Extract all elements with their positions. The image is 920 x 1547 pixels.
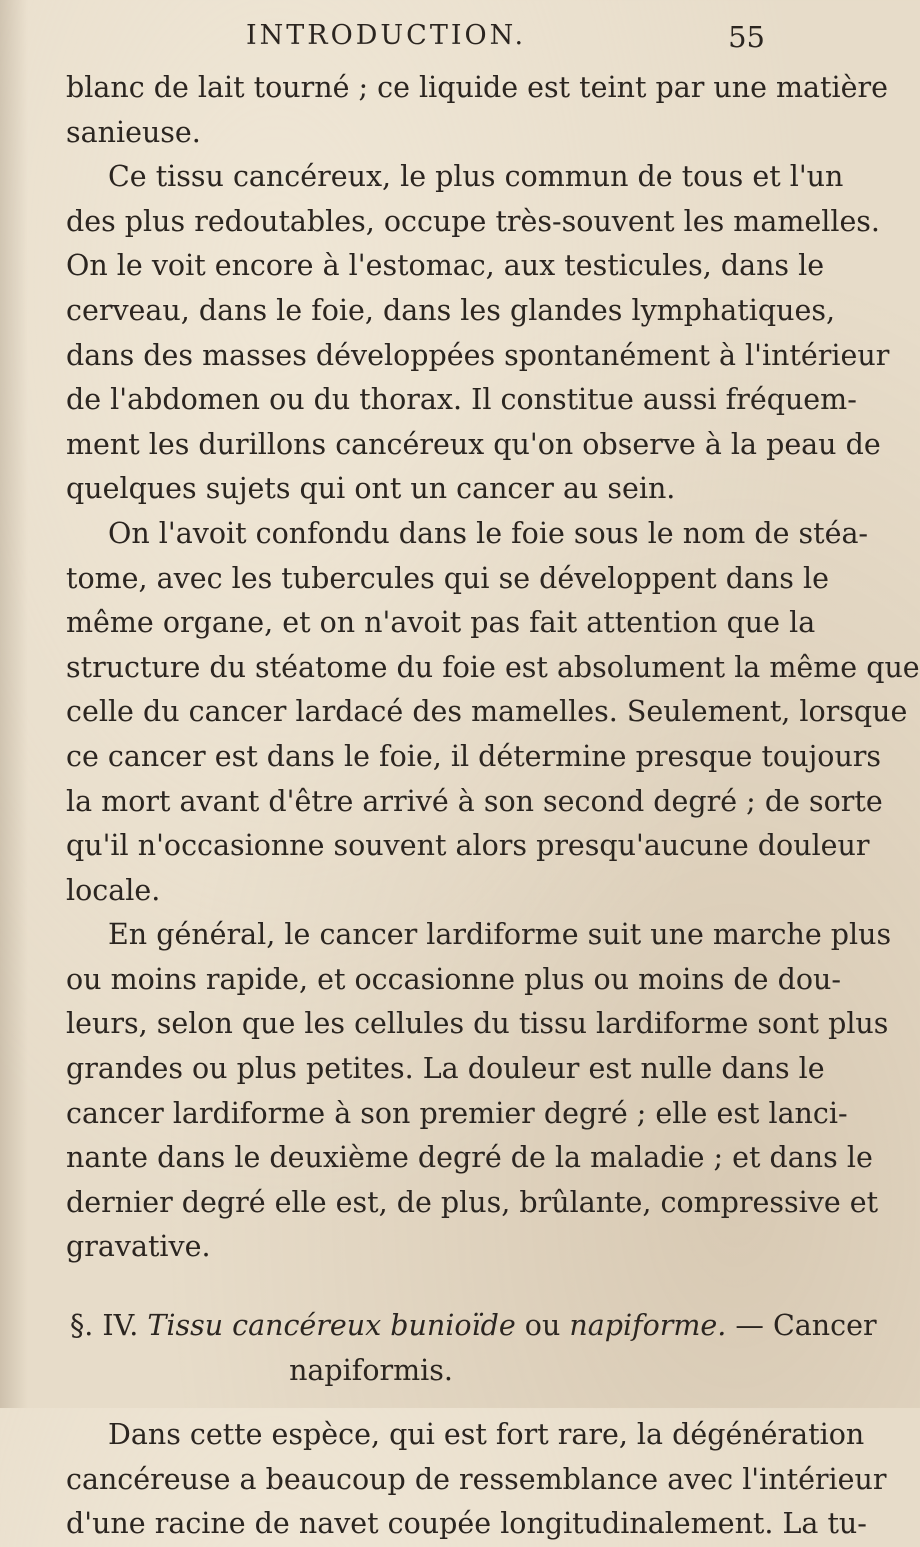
text-line: d'une racine de navet coupée longitudinalement. La tu- bbox=[66, 1507, 867, 1541]
section-spacer bbox=[66, 1393, 766, 1413]
page-gutter-shadow bbox=[0, 0, 28, 1408]
text-line: En général, le cancer lardiforme suit une marche plus bbox=[108, 918, 892, 952]
text-line: On le voit encore à l'estomac, aux testicules, dans le bbox=[66, 249, 825, 283]
text-line: sanieuse. bbox=[66, 115, 201, 149]
text-line: structure du stéatome du foie est absolument la même que bbox=[66, 650, 920, 684]
text-line: leurs, selon que les cellules du tissu lardiforme sont plus bbox=[66, 1007, 889, 1041]
text-line: Ce tissu cancéreux, le plus commun de tous et l'un bbox=[108, 160, 844, 194]
text-line: quelques sujets qui ont un cancer au sein. bbox=[66, 472, 676, 506]
section-title-dash: — Cancer bbox=[735, 1309, 877, 1343]
paragraph-4 bbox=[66, 913, 892, 1270]
body-text bbox=[66, 66, 920, 1547]
section-title-italic: Tissu cancéreux bunioïde bbox=[147, 1309, 516, 1343]
text-line: dans des masses développées spontanément à l'intérieur bbox=[66, 338, 890, 372]
page-header bbox=[150, 20, 790, 60]
text-line: tome, avec les tubercules qui se développent dans le bbox=[66, 561, 829, 595]
text-line: ce cancer est dans le foie, il détermine presque toujours bbox=[66, 739, 882, 773]
paragraph-3 bbox=[66, 512, 920, 913]
text-line: Dans cette espèce, qui est fort rare, la dégénération bbox=[108, 1418, 865, 1452]
text-line: On l'avoit confondu dans le foie sous le nom de stéa- bbox=[108, 516, 869, 550]
text-line: dernier degré elle est, de plus, brûlante, compressive et bbox=[66, 1185, 879, 1219]
text-line: qu'il n'occasionne souvent alors presqu'aucune douleur bbox=[66, 829, 870, 863]
text-line: cancéreuse a beaucoup de ressemblance avec l'intérieur bbox=[66, 1462, 887, 1496]
text-line: grandes ou plus petites. La douleur est nulle dans le bbox=[66, 1052, 825, 1086]
section-subtitle: napiformis. bbox=[289, 1353, 453, 1387]
text-line: même organe, et on n'avoit pas fait attention que la bbox=[66, 606, 816, 640]
paragraph-2 bbox=[66, 155, 890, 512]
text-line: ment les durillons cancéreux qu'on observe à la peau de bbox=[66, 427, 881, 461]
section-title-italic-2: napiforme. bbox=[569, 1309, 727, 1343]
section-number: §. IV. bbox=[70, 1309, 139, 1343]
text-line: des plus redoutables, occupe très-souvent les mamelles. bbox=[66, 204, 880, 238]
text-line: gravative. bbox=[66, 1230, 211, 1264]
text-line: de l'abdomen ou du thorax. Il constitue aussi fréquem- bbox=[66, 383, 857, 417]
section-heading bbox=[66, 1304, 877, 1393]
text-line: nante dans le deuxième degré de la maladie ; et dans le bbox=[66, 1141, 873, 1175]
text-line: blanc de lait tourné ; ce liquide est teint par une matière bbox=[66, 71, 888, 104]
paragraph-1 bbox=[66, 66, 888, 155]
text-line: cerveau, dans le foie, dans les glandes lymphatiques, bbox=[66, 293, 835, 327]
text-line: celle du cancer lardacé des mamelles. Seulement, lorsque bbox=[66, 695, 908, 729]
text-line: locale. bbox=[66, 873, 161, 907]
section-title-line bbox=[66, 1304, 877, 1349]
text-line: la mort avant d'être arrivé à son second degré ; de sorte bbox=[66, 784, 883, 818]
section-spacer bbox=[66, 1270, 766, 1304]
text-line: cancer lardiforme à son premier degré ; elle est lanci- bbox=[66, 1096, 848, 1130]
page-number: 55 bbox=[728, 20, 765, 54]
paragraph-5 bbox=[66, 1413, 887, 1547]
text-line: ou moins rapide, et occasionne plus ou moins de dou- bbox=[66, 962, 841, 996]
section-title-connector: ou bbox=[524, 1309, 561, 1343]
running-title: INTRODUCTION. bbox=[246, 20, 527, 51]
